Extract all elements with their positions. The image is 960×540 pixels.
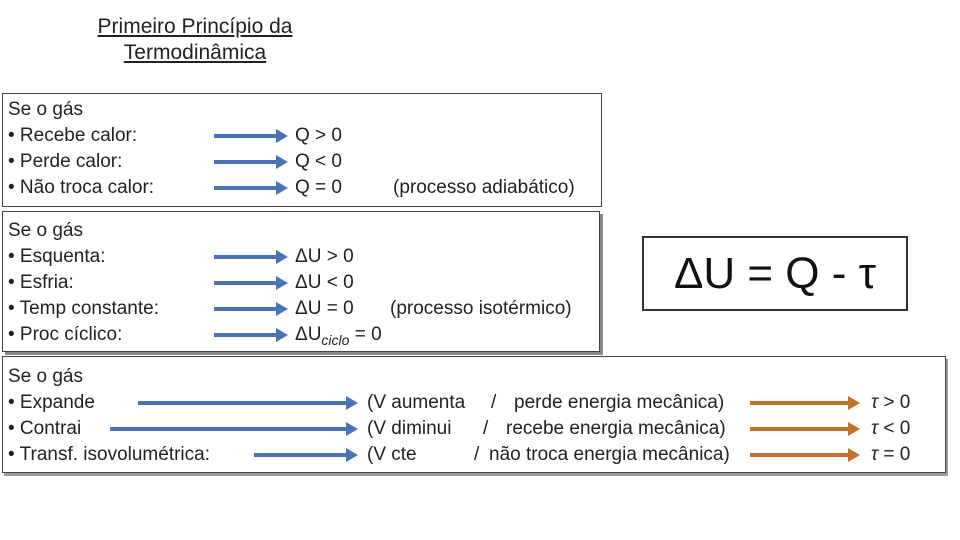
- box3-energy-contracts: recebe energia mecânica): [506, 418, 726, 439]
- arrow-icon: [214, 134, 288, 138]
- tau-relation: < 0: [878, 418, 911, 439]
- arrow-icon: [138, 401, 358, 405]
- box2-result-heats: ΔU > 0: [295, 246, 354, 267]
- box3-tau-contracts: [871, 417, 910, 441]
- first-law-equation: ΔU = Q - τ: [642, 236, 908, 311]
- arrow-icon: [214, 333, 288, 337]
- box2-label-cyclic: • Proc cíclico:: [8, 324, 123, 345]
- box1-result-none: Q = 0: [295, 177, 342, 198]
- tau-relation: = 0: [878, 444, 911, 465]
- box2-result-cools: ΔU < 0: [295, 272, 354, 293]
- box2-result-const-temp: ΔU = 0: [295, 298, 354, 319]
- box1-intro: Se o gás: [8, 99, 83, 120]
- tau-symbol: τ: [871, 418, 879, 439]
- box3-label-isovolumetric: • Transf. isovolumétrica:: [8, 444, 210, 465]
- box3-tau-expands: [871, 391, 910, 415]
- arrow-icon: [110, 427, 358, 431]
- box3-sep-isovolumetric: /: [474, 444, 480, 465]
- cyclic-equals: = 0: [349, 324, 382, 345]
- tau-relation: > 0: [878, 392, 911, 413]
- title-line-2: Termodinâmica: [123, 41, 267, 64]
- box2-intro: Se o gás: [8, 220, 83, 241]
- box1-label-none: • Não troca calor:: [8, 177, 155, 198]
- tau-symbol: τ: [871, 392, 879, 413]
- box3-energy-expands: perde energia mecânica): [514, 392, 725, 413]
- box1-label-loses: • Perde calor:: [8, 151, 123, 172]
- cycle-subscript: ciclo: [321, 332, 350, 348]
- box1-result-loses: Q < 0: [295, 151, 342, 172]
- box1-label-receives: • Recebe calor:: [8, 125, 138, 146]
- box3-intro: Se o gás: [8, 366, 83, 387]
- arrow-icon: [254, 453, 358, 457]
- arrow-icon: [750, 427, 860, 431]
- box3-sep-expands: /: [491, 392, 497, 413]
- box3-energy-isovolumetric: não troca energia mecânica): [489, 444, 730, 465]
- arrow-icon: [214, 307, 288, 311]
- box2-note-isothermal: (processo isotérmico): [390, 298, 572, 319]
- box3-tau-isovolumetric: [871, 443, 910, 467]
- delta-u-symbol: ΔU: [295, 324, 322, 345]
- tau-symbol: τ: [871, 444, 879, 465]
- box3-cond-expands: (V aumenta: [367, 392, 466, 413]
- box3-cond-isovolumetric: (V cte: [367, 444, 417, 465]
- box1-result-receives: Q > 0: [295, 125, 342, 146]
- arrow-icon: [750, 401, 860, 405]
- box2-label-heats: • Esquenta:: [8, 246, 106, 267]
- arrow-icon: [214, 186, 288, 190]
- title-line-1: Primeiro Princípio da: [97, 15, 293, 38]
- box3-label-contracts: • Contrai: [8, 418, 82, 439]
- arrow-icon: [214, 160, 288, 164]
- box2-label-const-temp: • Temp constante:: [8, 298, 159, 319]
- box1-note-adiabatic: (processo adiabático): [393, 177, 575, 198]
- arrow-icon: [750, 453, 860, 457]
- box3-label-expands: • Expande: [8, 392, 95, 413]
- arrow-icon: [214, 281, 288, 285]
- box2-label-cools: • Esfria:: [8, 272, 74, 293]
- box3-sep-contracts: /: [483, 418, 489, 439]
- box2-result-cyclic: [295, 323, 382, 352]
- box3-cond-contracts: (V diminui: [367, 418, 452, 439]
- arrow-icon: [214, 255, 288, 259]
